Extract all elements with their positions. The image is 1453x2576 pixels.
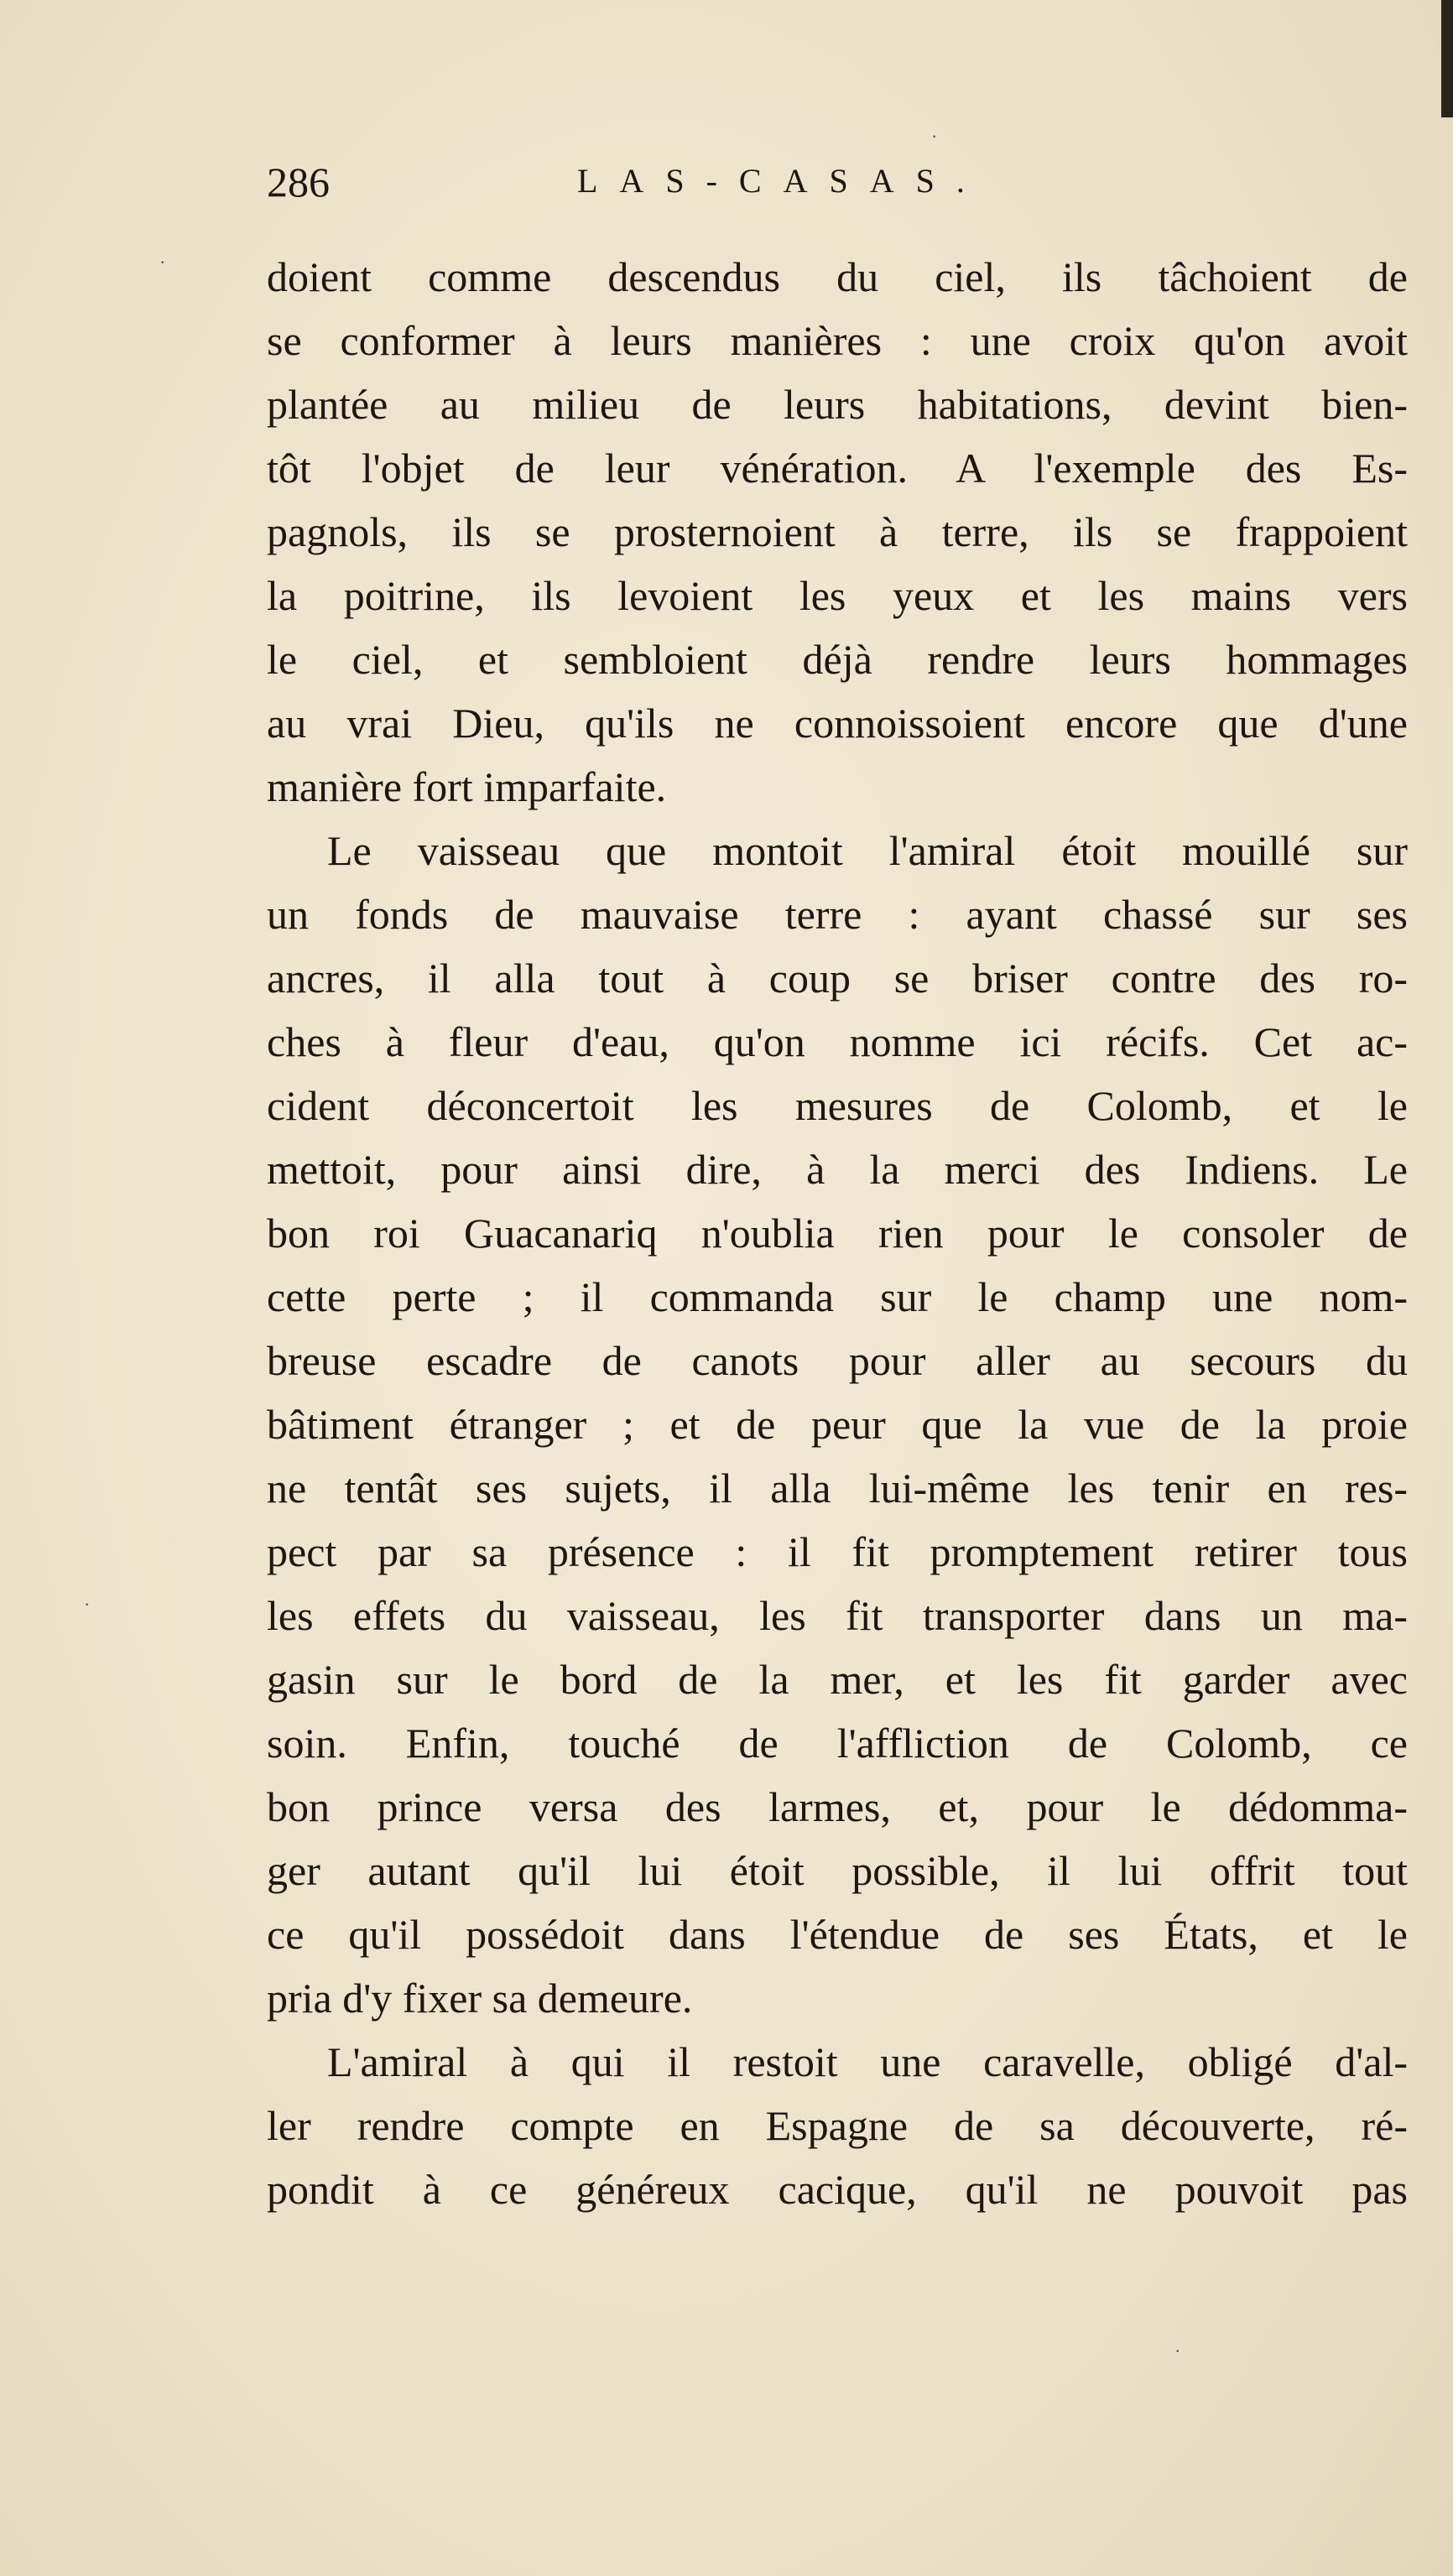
text-line: les effets du vaisseau, les fit transporter dans un ma- [267,1592,1408,1639]
ink-speck: · [1174,2340,1181,2361]
text-line: ancres, il alla tout à coup se briser contre des ro- [267,955,1408,1002]
running-header [267,158,1408,225]
text-line: le ciel, et sembloient déjà rendre leurs hommages [267,636,1408,683]
text-line: pect par sa présence : il fit promptement retirer tous [267,1528,1408,1575]
page-number: 286 [267,159,330,206]
text-line: pria d'y fixer sa demeure. [267,1975,693,2022]
text-line: pagnols, ils se prosternoient à terre, ils se frappoient [267,508,1408,555]
ink-speck: · [159,252,166,273]
text-line: mettoit, pour ainsi dire, à la merci des Indiens. Le [267,1146,1408,1193]
text-line: se conformer à leurs manières : une croix qu'on avoit [267,317,1408,364]
text-line: pondit à ce généreux cacique, qu'il ne pouvoit pas [267,2166,1408,2213]
text-line: manière fort imparfaite. [267,763,667,810]
text-line: ne tentât ses sujets, il alla lui-même les tenir en res- [267,1465,1408,1512]
text-line: tôt l'objet de leur vénération. A l'exemple des Es- [267,445,1408,492]
text-line: bon prince versa des larmes, et, pour le dédomma- [267,1783,1408,1830]
text-line: cette perte ; il commanda sur le champ une nom- [267,1273,1408,1320]
text-line: gasin sur le bord de la mer, et les fit garder avec [267,1656,1408,1703]
text-line: Le vaisseau que montoit l'amiral étoit mouillé sur [327,827,1408,874]
text-line: soin. Enfin, touché de l'affliction de Colomb, ce [267,1720,1408,1767]
body-text [267,245,1408,2221]
text-line: ce qu'il possédoit dans l'étendue de ses États, et le [267,1911,1408,1958]
ink-speck: · [84,1594,91,1615]
text-line: ches à fleur d'eau, qu'on nomme ici récifs. Cet ac- [267,1018,1408,1065]
text-line: plantée au milieu de leurs habitations, devint bien- [267,381,1408,428]
page-edge-shadow [1441,0,1453,117]
text-line: la poitrine, ils levoient les yeux et les mains vers [267,572,1408,619]
text-line: ger autant qu'il lui étoit possible, il lui offrit tout [267,1847,1408,1894]
text-line: L'amiral à qui il restoit une caravelle, obligé d'al- [327,2038,1408,2085]
text-line: cident déconcertoit les mesures de Colomb, et le [267,1082,1408,1129]
ink-speck: · [931,126,938,147]
text-line: bon roi Guacanariq n'oublia rien pour le consoler de [267,1210,1408,1257]
text-line: ler rendre compte en Espagne de sa découverte, ré- [267,2102,1408,2149]
text-line: doient comme descendus du ciel, ils tâchoient de [267,253,1408,300]
text-line: au vrai Dieu, qu'ils ne connoissoient encore que d'une [267,700,1408,747]
text-line: bâtiment étranger ; et de peur que la vue de la proie [267,1401,1408,1448]
running-title: LAS-CASAS. [577,162,987,200]
text-line: un fonds de mauvaise terre : ayant chassé sur ses [267,891,1408,938]
text-line: breuse escadre de canots pour aller au secours du [267,1337,1408,1384]
